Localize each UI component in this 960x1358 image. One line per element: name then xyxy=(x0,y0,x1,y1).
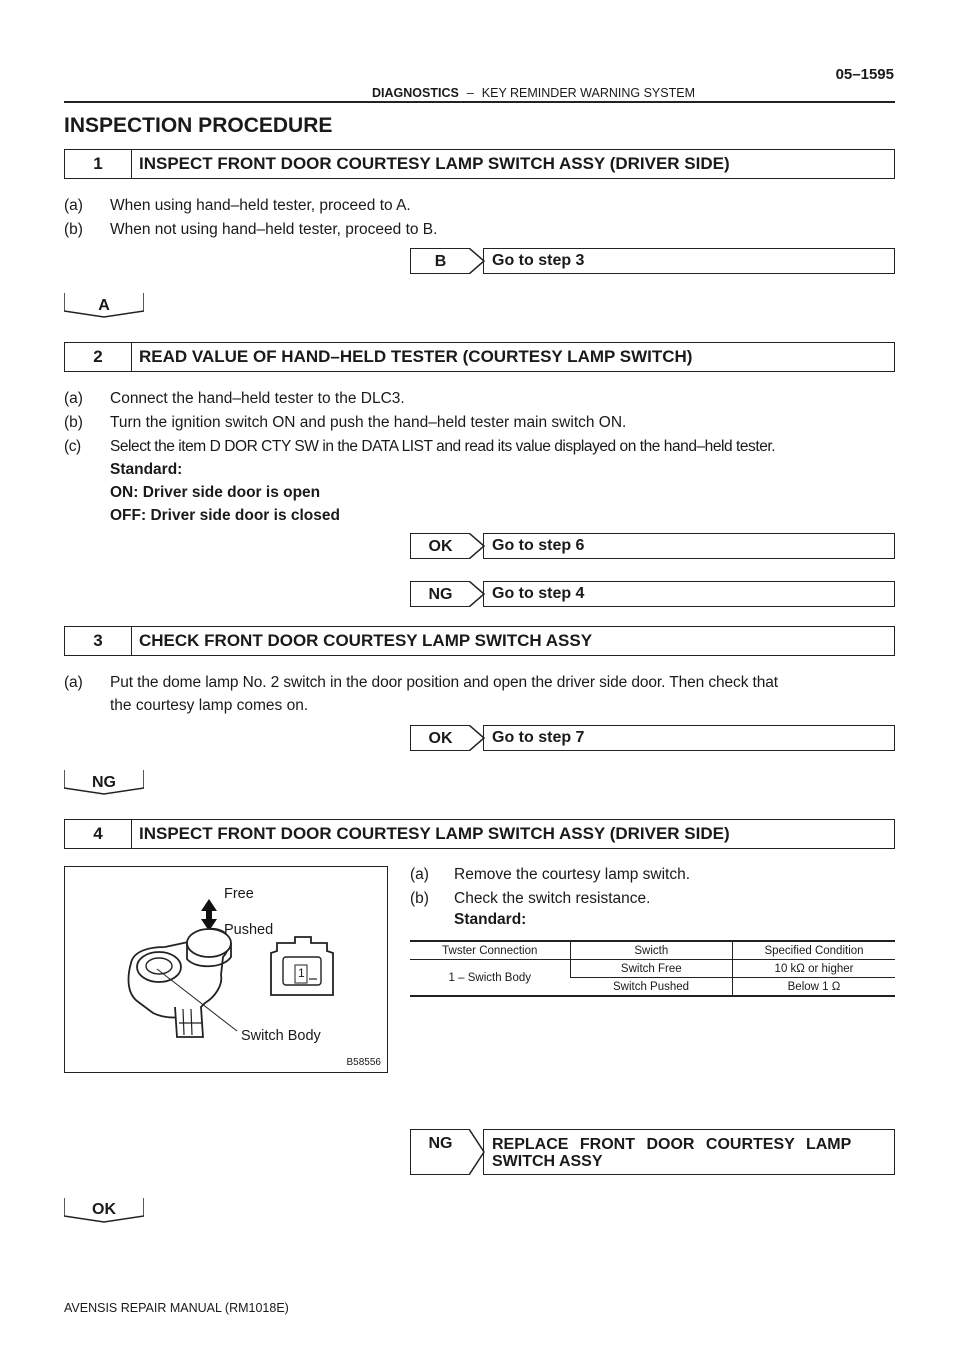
result-action-ng: REPLACE FRONT DOOR COURTESY LAMP SWITCH ASSY xyxy=(483,1129,895,1175)
step-title: CHECK FRONT DOOR COURTESY LAMP SWITCH ASSY xyxy=(139,631,593,650)
double-arrow-icon xyxy=(201,899,217,931)
step-2-line-c: (c) Select the item D DOR CTY SW in the DATA LIST and read its value displayed on the hand–held tester. xyxy=(64,438,776,455)
step-2-header xyxy=(64,342,895,372)
figure-code: B58556 xyxy=(346,1057,381,1068)
switch-figure xyxy=(64,866,388,1073)
header-subject: KEY REMINDER WARNING SYSTEM xyxy=(481,86,695,100)
page-title: INSPECTION PROCEDURE xyxy=(64,114,333,137)
step-number: 3 xyxy=(65,627,132,655)
header-section: DIAGNOSTICS xyxy=(372,86,459,100)
result-action-ok: Go to step 7 xyxy=(483,725,895,751)
header-separator: – xyxy=(466,86,474,100)
result-code-ok: OK xyxy=(410,725,470,751)
table-header: Twster Connection xyxy=(410,941,570,960)
step-title: INSPECT FRONT DOOR COURTESY LAMP SWITCH ASSY (DRIVER SIDE) xyxy=(139,154,730,173)
step-4-line-a: (a) Remove the courtesy lamp switch. xyxy=(410,866,691,883)
step-3-header xyxy=(64,626,895,656)
result-action-ng: Go to step 4 xyxy=(483,581,895,607)
standard-off: OFF: Driver side door is closed xyxy=(110,507,340,524)
label-pushed: Pushed xyxy=(224,922,274,938)
step-2-line-a: (a) Connect the hand–held tester to the DLC3. xyxy=(64,390,405,407)
result-code-b: B xyxy=(410,248,470,274)
step-4-header xyxy=(64,819,895,849)
table-cell: Below 1 Ω xyxy=(733,978,895,997)
branch-tag-ng: NG xyxy=(64,770,144,796)
step-1-line-a: (a) When using hand–held tester, proceed to A. xyxy=(64,197,411,214)
table-cell: Switch Free xyxy=(570,960,732,978)
page-number: 05–1595 xyxy=(835,66,894,83)
table-row xyxy=(410,960,895,978)
label-switch-body: Switch Body xyxy=(241,1028,321,1044)
label-pin-1: 1 xyxy=(298,966,305,980)
step-1-line-b: (b) When not using hand–held tester, proceed to B. xyxy=(64,221,438,238)
table-header-row xyxy=(410,941,895,960)
result-code-ng: NG xyxy=(410,1129,470,1175)
table-cell: 10 kΩ or higher xyxy=(733,960,895,978)
table-cell: Switch Pushed xyxy=(570,978,732,997)
standard-on: ON: Driver side door is open xyxy=(110,484,321,501)
result-action-b: Go to step 3 xyxy=(483,248,895,274)
header-rule xyxy=(64,101,895,103)
step-number: 2 xyxy=(65,343,132,371)
standard-label: Standard: xyxy=(110,461,183,478)
branch-tag-a: A xyxy=(64,293,144,319)
result-code-ng: NG xyxy=(410,581,470,607)
step-number: 1 xyxy=(65,150,132,178)
step-1-header xyxy=(64,149,895,179)
step-4-line-b: (b) Check the switch resistance. xyxy=(410,890,651,907)
label-free: Free xyxy=(224,886,254,902)
step-3-line-a: (a) Put the dome lamp No. 2 switch in the door position and open the driver side door. Then check that xyxy=(64,674,779,691)
step-number: 4 xyxy=(65,820,132,848)
table-header: Specified Condition xyxy=(733,941,895,960)
step-title: INSPECT FRONT DOOR COURTESY LAMP SWITCH ASSY (DRIVER SIDE) xyxy=(139,824,730,843)
result-code-ok: OK xyxy=(410,533,470,559)
resistance-spec-table xyxy=(410,940,895,997)
table-header: Swicth xyxy=(570,941,732,960)
standard-label: Standard: xyxy=(454,911,527,928)
step-3-line-a-cont: the courtesy lamp comes on. xyxy=(110,697,309,714)
step-2-line-b: (b) Turn the ignition switch ON and push the hand–held tester main switch ON. xyxy=(64,414,627,431)
result-action-ok: Go to step 6 xyxy=(483,533,895,559)
table-cell: 1 – Swicth Body xyxy=(410,960,570,997)
branch-tag-ok: OK xyxy=(64,1198,144,1224)
page-footer: AVENSIS REPAIR MANUAL (RM1018E) xyxy=(64,1301,289,1315)
step-title: READ VALUE OF HAND–HELD TESTER (COURTESY LAMP SWITCH) xyxy=(139,347,693,366)
running-header xyxy=(372,86,695,100)
